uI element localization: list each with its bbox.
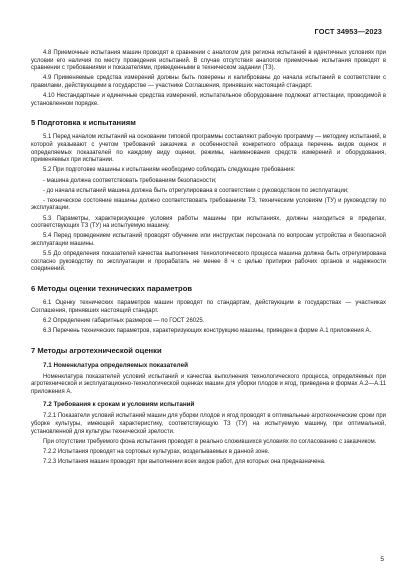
paragraph-4-10: 4.10 Нестандартные и единичные средства измерений, испытательное оборудование подлежат аттестации, проводимой в установленном порядке. (31, 93, 386, 107)
paragraph-4-8: 4.8 Приемочные испытания машин проводят в сравнении с аналогом для региона испытаний в идентичных условиях при условии его наличия по месту проведения испытаний. В случае отсутствия аналогов приемочные испытания проводят в сравнении с требованиями и показателями, приведенными в техническом задании (ТЗ). (31, 50, 386, 72)
paragraph-6-1: 6.1 Оценку технических параметров машин проводят по стандартам, действующим в государствах — участниках Соглашения, принявших настоящий стандарт. (31, 300, 386, 314)
subsection-7-1-title: 7.1 Номенклатура определяемых показателей (43, 361, 188, 369)
section-5-title: 5 Подготовка к испытаниям (31, 118, 136, 128)
list-item: - техническое состояние машины должно соответствовать требованиям ТЗ, техническим условиям (ТУ) и руководству по эксплуатации. (31, 197, 386, 212)
list-item: - до начала испытаний машина должна быть отрегулирована в соответствии с руководством по эксплуатации; (43, 187, 349, 194)
paragraph-7-1: Номенклатура показателей условий испытаний и качества выполнения технологического процесса, определяемых при агротехнической и эксплуатационно-технологической оценках машин для уборки плодов и ягод, приведена в формах А.2—А.11 приложения А. (31, 373, 386, 395)
page-number: 5 (380, 556, 384, 563)
paragraph-4-9: 4.9 Применяемые средства измерений должны быть поверены и калиброваны до начала испытаний в соответствии с правилами, действующими в государстве — участнике Соглашения, принявших настоящий стандарт. (31, 75, 386, 89)
paragraph-5-4: 5.4 Перед проведением испытаний проводят обучение или инструктаж персонала по вопросам устройства и безопасной эксплуатации машины. (31, 233, 386, 248)
section-6-title: 6 Методы оценки технических параметров (31, 284, 193, 293)
paragraph-5-5: 5.5 До определения показателей качества выполнения технологического процесса машина должна быть отрегулирована согласно руководству по эксплуатации и прорабатать не менее 8 ч с целью притирки рабочих органов и надежности соединений. (31, 251, 386, 273)
paragraph-5-1: 5.1 Перед началом испытаний на основании типовой программы составляют рабочую программу — методику испытаний, в которой указывают с учетом требований заказчика и особенностей конкретного образца перечень видов оценок и определяемых показателей по каждому виду оценки, режимы, наименования средств измерений и оборудования, применяемых при испытании. (31, 134, 386, 164)
paragraph-6-2: 6.2 Определение габаритных размеров — по ГОСТ 26025. (43, 317, 205, 324)
paragraph-7-2-3: 7.2.3 Испытания машин проводят при выполнении всех видов работ, для которых она предназначена. (43, 459, 326, 466)
document-body (31, 50, 386, 469)
subsection-7-2-title: 7.2 Требования к срокам и условиям испытаний (43, 401, 195, 409)
paragraph-7-2-2: 7.2.2 Испытания проводят на сортовых культурах, возделываемых в данной зоне. (43, 448, 270, 455)
paragraph-5-3: 5.3 Параметры, характеризующие условия работы машины при испытаниях, должны находиться в пределах, соответствующих ТЗ (ТУ) на испытуемую машину. (31, 215, 386, 230)
list-item: - машина должна соответствовать требованиям безопасности; (43, 177, 217, 184)
document-id-header: ГОСТ 34953—2023 (314, 27, 382, 36)
paragraph-7-2-1: 7.2.1 Показатели условий испытаний машин для уборки плодов и ягод проводят в оптимальные агротехнические сроки при уборке культуры, имеющей характеристику, соответствующую ТЗ (ТУ) на испытуемую машину, при оптимальной, установленной для культуры технической зрелости. (31, 413, 386, 435)
paragraph-5-2: 5.2 При подготовке машины к испытаниям необходимо соблюдать следующие требования: (43, 167, 296, 174)
section-7-title: 7 Методы агротехнической оценки (31, 345, 162, 355)
paragraph-6-3: 6.3 Перечень технических параметров, характеризующих конструкцию машины, приведен в форме А.1 приложения А. (43, 327, 372, 334)
paragraph-7-2-1-note: При отсутствии требуемого фона испытания проводят в реально сложившихся условиях по согласованию с заказчиком. (43, 438, 377, 445)
